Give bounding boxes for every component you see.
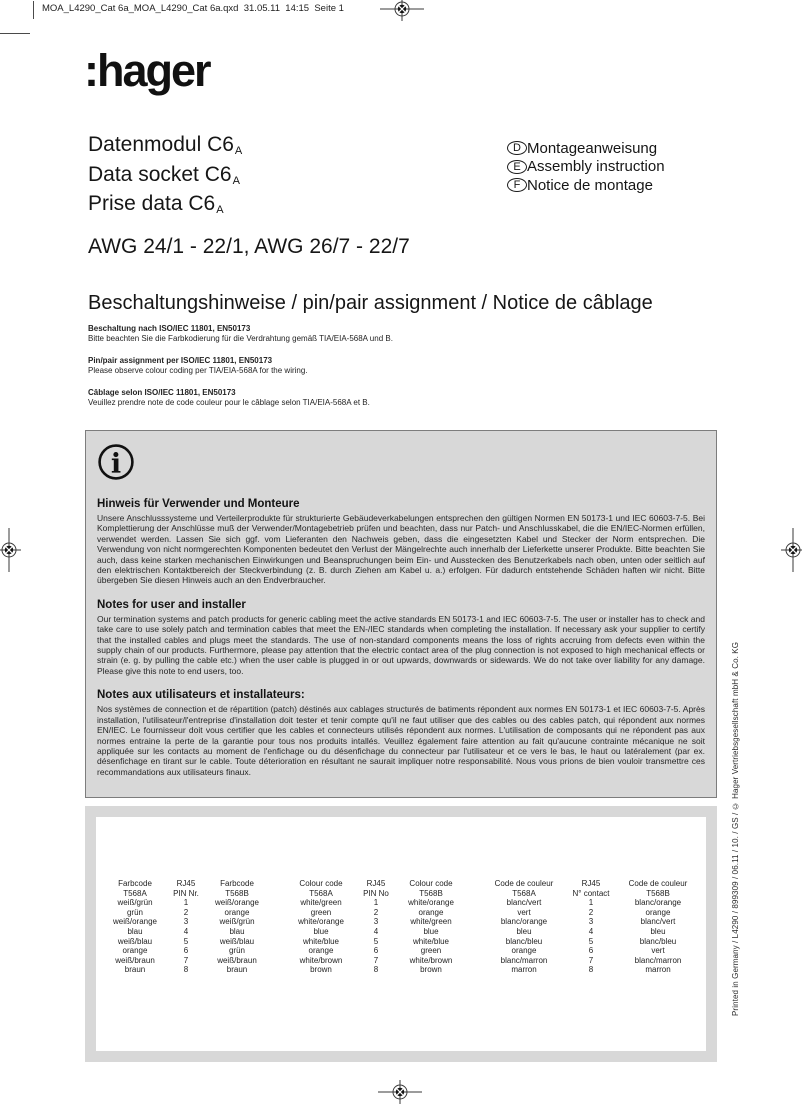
table-row: [288, 937, 464, 947]
table-cell: white/orange: [408, 898, 454, 908]
hager-logo: :hager: [84, 45, 210, 96]
table-cell: weiß/braun: [115, 955, 155, 965]
table-cell: bleu: [650, 926, 666, 936]
product-title: [88, 132, 241, 162]
table-header-row: [288, 879, 464, 898]
table-cell: 1: [183, 898, 189, 908]
table-cell: 6: [588, 946, 594, 956]
table-row: [484, 898, 698, 908]
table-cell: blanc/vert: [640, 917, 676, 927]
table-cell: blanc/marron: [500, 955, 548, 965]
table-cell: weiß/orange: [112, 917, 158, 927]
product-title-text: Datenmodul C6: [88, 133, 234, 156]
table-cell: 8: [183, 965, 189, 975]
section-headline: Beschaltungshinweise / pin/pair assignment / Notice de câblage: [88, 292, 653, 314]
table-cell: 7: [588, 955, 594, 965]
notice-heading: Notes aux utilisateurs et installateurs:: [97, 689, 305, 702]
table-cell: white/green: [300, 898, 342, 908]
table-cell: grün: [228, 946, 245, 956]
registration-mark-icon: [380, 0, 424, 24]
table-cell: brown: [310, 965, 332, 975]
table-row: [288, 956, 464, 966]
table-row: [484, 965, 698, 975]
table-cell: green: [420, 946, 442, 956]
table-cell: blau: [127, 926, 143, 936]
product-title-text: Prise data C6: [88, 192, 216, 215]
product-title-subscript: A: [232, 174, 240, 187]
table-row: [288, 965, 464, 975]
crop-mark-vertical: [33, 1, 34, 19]
table-cell: 5: [183, 936, 189, 946]
print-info: Printed in Germany / L4290 / 899309 / 06.11 / 10. / GS / © Hager Vertriebsgesellschaft mbH & Co. KG: [731, 641, 740, 1016]
table-cell: grün: [126, 907, 143, 917]
wiring-table-box: [85, 806, 717, 1062]
language-letter-badge: D: [507, 141, 527, 155]
table-header-cell: Farbcode T568B: [220, 879, 254, 898]
language-label-block: [507, 139, 665, 195]
product-title-subscript: A: [234, 145, 243, 157]
table-header-cell: RJ45 PIN No: [363, 879, 389, 898]
table-cell: weiß/orange: [214, 898, 260, 908]
language-letter-badge: F: [507, 178, 527, 192]
registration-mark-icon: [778, 528, 802, 572]
table-row: [104, 898, 268, 908]
table-cell: 8: [588, 965, 594, 975]
svg-text:i: i: [110, 448, 122, 480]
table-cell: braun: [226, 965, 248, 975]
table-cell: blanc/bleu: [505, 936, 543, 946]
table-cell: 6: [183, 946, 189, 956]
table-cell: 5: [588, 936, 594, 946]
table-header-cell: Colour code T568B: [409, 879, 453, 898]
table-cell: marron: [645, 965, 671, 975]
table-row: [288, 917, 464, 927]
table-row: [484, 956, 698, 966]
standards-note-title: Beschaltung nach ISO/IEC 11801, EN50173: [88, 324, 251, 333]
notice-body: Our termination systems and patch products for generic cabling meet the active standards EN 50173-1 and IEC 60603-7-5. The user or installer has to check and take care to use solely patch and termination cables that meet the EN-/IEC standards when completing the installation. If necessary ask your supplier to certify that the installed cables and plugs meet the standards. The use of non-standard components means the loss of rights accruing from defects even within the supply chain of our products. Furthermore, please pay attention that the electric contact area of the plug connection is not exposed to high mechanical effects or strain (e. g. by pulling the cable etc.) when the user cable is plugged in or out upwards, downwards or sidewards. We do not take over liability for any damage. Please give this note to end users, too.: [97, 613, 705, 676]
table-cell: orange: [418, 907, 444, 917]
language-row: [507, 158, 665, 177]
awg-spec-line: AWG 24/1 - 22/1, AWG 26/7 - 22/7: [88, 235, 410, 258]
table-cell: white/green: [410, 917, 452, 927]
notice-section-fr: [97, 689, 705, 777]
notice-section-de: [97, 498, 705, 586]
standards-notes: [88, 324, 393, 420]
table-cell: 3: [588, 917, 594, 927]
file-header-line: MOA_L4290_Cat 6a_MOA_L4290_Cat 6a.qxd 31.05.11 14:15 Seite 1: [42, 3, 344, 14]
table-cell: white/blue: [412, 936, 450, 946]
table-cell: marron: [511, 965, 537, 975]
product-title-text: Data socket C6: [88, 162, 232, 186]
color-table-en: [288, 879, 464, 975]
table-cell: white/blue: [302, 936, 340, 946]
table-row: [104, 946, 268, 956]
table-row: [484, 937, 698, 947]
table-cell: 7: [183, 955, 189, 965]
table-header-cell: Code de couleur T568B: [628, 879, 688, 898]
table-cell: white/orange: [298, 917, 344, 927]
table-header-cell: RJ45 N° contact: [572, 879, 610, 898]
table-cell: 4: [588, 926, 594, 936]
language-row: [507, 176, 665, 195]
registration-mark-icon: [378, 1077, 422, 1105]
table-row: [288, 898, 464, 908]
wiring-table-panel: [96, 817, 706, 1051]
language-label: Assembly instruction: [527, 158, 665, 176]
notice-heading: Notes for user and installer: [97, 598, 246, 611]
table-row: [104, 917, 268, 927]
table-cell: 8: [373, 965, 379, 975]
table-cell: blue: [313, 926, 329, 936]
table-cell: 2: [373, 907, 379, 917]
table-cell: 7: [373, 955, 379, 965]
info-notice-box: [85, 430, 717, 798]
table-row: [104, 927, 268, 937]
table-cell: orange: [122, 946, 148, 956]
table-cell: green: [310, 907, 332, 917]
table-cell: 1: [588, 898, 594, 908]
crop-mark-horizontal: [0, 33, 30, 34]
table-row: [288, 908, 464, 918]
table-cell: weiß/blau: [117, 936, 153, 946]
color-table-de: [104, 879, 268, 975]
table-cell: vert: [517, 907, 531, 917]
standards-note-title: Câblage selon ISO/IEC 11801, EN50173: [88, 388, 236, 397]
registration-mark-icon: [0, 528, 24, 572]
table-header-cell: Colour code T568A: [299, 879, 343, 898]
language-label: Notice de montage: [527, 176, 653, 194]
table-cell: blanc/bleu: [639, 936, 677, 946]
standards-note-body: Bitte beachten Sie die Farbkodierung für die Verdrahtung gemäß TIA/EIA-568A und B.: [88, 334, 393, 343]
color-table-fr: [484, 879, 698, 975]
table-cell: 1: [373, 898, 379, 908]
table-cell: weiß/braun: [217, 955, 257, 965]
table-row: [288, 927, 464, 937]
standards-note: [88, 324, 393, 344]
table-cell: blanc/orange: [634, 898, 682, 908]
table-row: [104, 937, 268, 947]
notice-body: Nos systèmes de connection et de répartition (patch) déstinés aux cablages structurés de batiments répondent aux normes EN 50173-1 et IEC 60603-7-5. Après installation, l'utilisateur/l'entreprise d'installation doit tester et tenir compte qu'il ne faut utiliser que des cables ou des cables patch, qui répondent aux normes EN/IEC. Le fournisseur doit vous certifier que les cables et connecteurs utilisés répondent aux normes. L'utilisation de composants qui ne répondent pas aux normes entraine la perte de la garantie pour tous nos produits intallés. Veuillez également faire attention au fait qu'aucune contrainte mécanique ne soit appliquée sur les contacts au moment de l'enfichage ou du désenfichage du connecteur par l'utilisateur et ce vers le bas, le haut ou latéralement (par ex. désenfichage en tirant sur le cable. Toute déterioration en résultant ne saurait impliquer notre responsabilité. Nous vous prions de bien vouloir transmettre ces recommandations aux utilisateurs finaux.: [97, 704, 705, 777]
language-label: Montageanweisung: [527, 139, 658, 157]
product-title-block: [88, 132, 241, 221]
table-cell: 6: [373, 946, 379, 956]
language-letter-badge: E: [507, 160, 527, 174]
table-cell: 4: [183, 926, 189, 936]
table-cell: blanc/marron: [634, 955, 682, 965]
info-icon-wrap: [97, 443, 705, 481]
language-row: [507, 139, 665, 158]
table-cell: weiß/grün: [219, 917, 255, 927]
table-cell: brown: [420, 965, 442, 975]
table-row: [484, 946, 698, 956]
notice-heading: Hinweis für Verwender und Monteure: [97, 498, 300, 510]
table-cell: blanc/vert: [506, 898, 542, 908]
table-header-cell: Code de couleur T568A: [494, 879, 554, 898]
table-cell: 5: [373, 936, 379, 946]
table-header-cell: Farbcode T568A: [118, 879, 152, 898]
product-title-subscript: A: [216, 204, 224, 216]
notice-body: Unsere Anschlusssysteme und Verteilerprodukte für strukturierte Gebäudeverkabelungen entsprechen den gültigen Normen EN 50173-1 und IEC 60603-7-5. Bei Komplettierung der Anschlüsse muß der Verwender/Montagebetrieb prüfen und beachten, dass nur Patch- und Anschlusskabel, die die EN/IEC-Normen erfüllen, verwendet werden. Lassen Sie sich ggf. vom Lieferanten den Nachweis geben, dass die eingesetzten Kabel und Stecker der Norm entsprechen. Die Verwendung von nicht normgerechten Komponenten bedeutet den Verlust der Mängelrechte auch innerhalb der Lieferkette unserer Produkte. Bitte beachten Sie auch, dass keine starken mechanischen Einwirkungen und Beanspruchungen beim Ein- und Ausstecken des Benutzerkabels nach oben, unten oder seitlich auf den elektrischen Kontaktbereich der Steckverbindung (z. B. durch Ziehen am Kabel u. a.) erfolgen. Für dadurch entstehende Schäden haften wir nicht. Bitte übergeben Sie diesen Hinweis auch an den Endverbraucher.: [97, 513, 705, 586]
standards-note-body: Veuillez prendre note de code couleur pour le câblage selon TIA/EIA-568A et B.: [88, 398, 370, 407]
table-cell: 2: [183, 907, 189, 917]
table-cell: white/brown: [409, 955, 453, 965]
product-title: [88, 162, 241, 192]
table-row: [484, 908, 698, 918]
table-cell: blue: [423, 926, 439, 936]
table-cell: 3: [373, 917, 379, 927]
table-header-cell: RJ45 PIN Nr.: [173, 879, 199, 898]
table-cell: bleu: [516, 926, 532, 936]
notice-section-en: [97, 599, 705, 676]
table-cell: orange: [645, 907, 671, 917]
standards-note-title: Pin/pair assignment per ISO/IEC 11801, EN50173: [88, 356, 273, 365]
table-cell: blau: [229, 926, 245, 936]
table-cell: weiß/blau: [219, 936, 255, 946]
table-cell: braun: [124, 965, 146, 975]
table-cell: vert: [651, 946, 665, 956]
table-cell: orange: [511, 946, 537, 956]
standards-note: [88, 356, 393, 376]
info-icon: [97, 443, 135, 481]
table-cell: 4: [373, 926, 379, 936]
table-cell: orange: [308, 946, 334, 956]
standards-note: [88, 388, 393, 408]
table-cell: weiß/grün: [117, 898, 153, 908]
table-cell: 2: [588, 907, 594, 917]
table-row: [484, 917, 698, 927]
standards-note-body: Please observe colour coding per TIA/EIA-568A for the wiring.: [88, 366, 308, 375]
product-title: [88, 191, 241, 221]
table-cell: white/brown: [299, 955, 343, 965]
table-row: [104, 908, 268, 918]
table-row: [288, 946, 464, 956]
table-row: [104, 956, 268, 966]
table-row: [484, 927, 698, 937]
table-cell: blanc/orange: [500, 917, 548, 927]
table-cell: 3: [183, 917, 189, 927]
table-row: [104, 965, 268, 975]
table-cell: orange: [224, 907, 250, 917]
wiring-tables: [104, 879, 698, 975]
table-header-row: [484, 879, 698, 898]
table-header-row: [104, 879, 268, 898]
